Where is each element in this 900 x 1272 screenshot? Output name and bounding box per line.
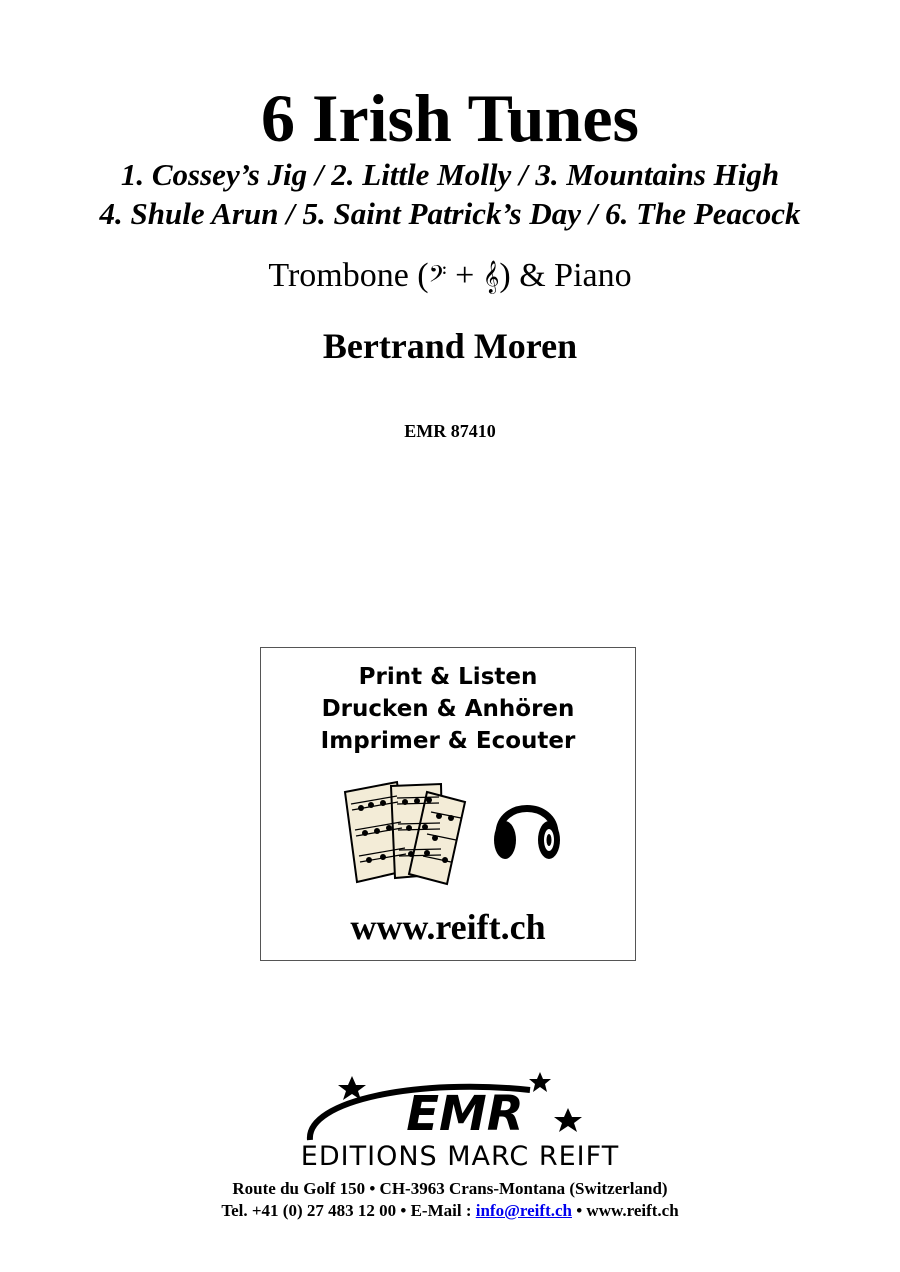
instrumentation-suffix: ) & Piano — [499, 257, 632, 294]
composer: Bertrand Moren — [322, 326, 578, 366]
email-link[interactable]: info@reift.ch — [475, 1201, 572, 1220]
bass-clef-icon: 𝄢 — [428, 260, 447, 293]
sheet-music-icon — [339, 778, 469, 888]
instrumentation-prefix: Trombone ( — [268, 257, 429, 294]
footer-telephone: Tel. +41 (0) 27 483 12 00 • E-Mail : — [221, 1201, 476, 1220]
emr-logo — [240, 1072, 680, 1172]
footer-website[interactable]: • www.reift.ch — [571, 1201, 679, 1220]
promo-line-german: Drucken & Anhören — [321, 696, 575, 722]
subtitle-line-1: 1. Cossey’s Jig / 2. Little Molly / 3. Mountains High — [120, 157, 780, 192]
logo-name: EDITIONS MARC REIFT — [300, 1141, 620, 1172]
instrumentation-plus: + — [446, 257, 483, 294]
instrumentation — [0, 256, 900, 297]
promo-line-french: Imprimer & Ecouter — [320, 728, 576, 754]
subtitle-line-2: 4. Shule Arun / 5. Saint Patrick’s Day / 6. The Peacock — [99, 196, 801, 231]
promo-url[interactable]: www.reift.ch — [350, 907, 546, 947]
treble-clef-icon: 𝄞 — [482, 260, 500, 293]
print-listen-box[interactable] — [260, 647, 636, 961]
headphones-icon — [491, 786, 563, 866]
footer-contact — [0, 1200, 900, 1222]
footer-address: Route du Golf 150 • CH-3963 Crans-Montana (Switzerland) — [232, 1179, 668, 1198]
title: 6 Irish Tunes — [261, 80, 639, 156]
logo-mark: EMR — [406, 1086, 524, 1142]
catalog-number: EMR 87410 — [404, 421, 496, 441]
promo-line-english: Print & Listen — [358, 664, 538, 690]
